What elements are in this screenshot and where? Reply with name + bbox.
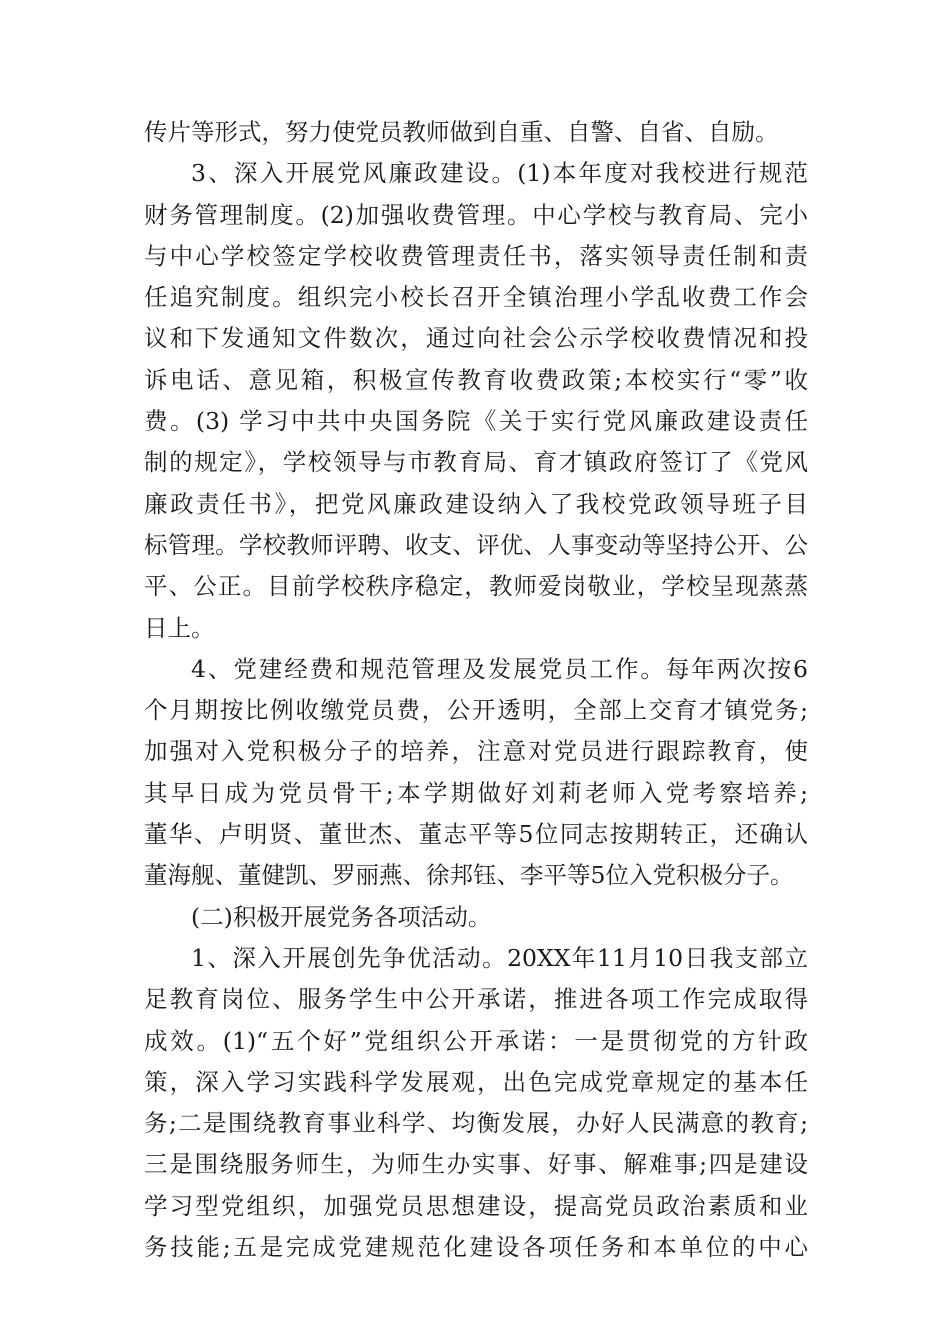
- text-line: 廉政责任书》，把党风廉政建设纳入了我校党政领导班子目: [144, 489, 808, 518]
- text-line: 标管理。学校教师评聘、收支、评优、人事变动等坚持公开、公: [144, 530, 808, 559]
- text-line: 个月期按比例收缴党员费，公开透明，全部上交育才镇党务;: [144, 696, 808, 725]
- text-line: 董华、卢明贤、董世杰、董志平等5位同志按期转正，还确认: [144, 820, 808, 849]
- text-line: 财务管理制度。(2)加强收费管理。中心学校与教育局、完小: [144, 200, 808, 229]
- text-line: 诉电话、意见箱，积极宣传教育收费政策;本校实行“零”收: [144, 365, 808, 394]
- text-line: 传片等形式，努力使党员教师做到自重、自警、自省、自励。: [144, 118, 779, 146]
- text-line: 加强对入党积极分子的培养，注意对党员进行跟踪教育，使: [144, 737, 808, 766]
- text-line: 与中心学校签定学校收费管理责任书，落实领导责任制和责: [144, 241, 808, 270]
- text-line: 务;二是围绕教育事业科学、均衡发展，办好人民满意的教育;: [144, 1109, 808, 1138]
- text-line: 其早日成为党员骨干;本学期做好刘莉老师入党考察培养;: [144, 778, 808, 807]
- text-line: 议和下发通知文件数次，通过向社会公示学校收费情况和投: [144, 324, 808, 353]
- text-line: 平、公正。目前学校秩序稳定，教师爱岗敬业，学校呈现蒸蒸: [144, 572, 808, 601]
- text-line: 学习型党组织，加强党员思想建设，提高党员政治素质和业: [144, 1191, 808, 1220]
- text-line: 务技能;五是完成党建规范化建设各项任务和本单位的中心: [144, 1233, 808, 1262]
- document-body: [144, 112, 808, 1268]
- text-line: 成效。(1)“五个好”党组织公开承诺：一是贯彻党的方针政: [144, 1026, 808, 1055]
- text-line: 三是围绕服务师生，为师生办实事、好事、解难事;四是建设: [144, 1150, 808, 1179]
- text-line: 1、深入开展创先争优活动。20XX年11月10日我支部立: [191, 943, 808, 972]
- text-line: 4、党建经费和规范管理及发展党员工作。每年两次按6: [191, 654, 808, 683]
- text-line: 费。(3) 学习中共中央国务院《关于实行党风廉政建设责任: [144, 407, 808, 436]
- text-line: 董海舰、董健凯、罗丽燕、徐邦钰、李平等5位入党积极分子。: [144, 861, 794, 890]
- section-heading: (二)积极开展党务各项活动。: [191, 902, 492, 931]
- text-line: 制的规定》，学校领导与市教育局、育才镇政府签订了《党风: [144, 448, 808, 477]
- text-line: 任追究制度。组织完小校长召开全镇治理小学乱收费工作会: [144, 283, 808, 312]
- text-line: 策，深入学习实践科学发展观，出色完成党章规定的基本任: [144, 1067, 808, 1096]
- text-line: 足教育岗位、服务学生中公开承诺，推进各项工作完成取得: [144, 985, 808, 1014]
- text-line: 日上。: [144, 613, 215, 642]
- text-line: 3、深入开展党风廉政建设。(1)本年度对我校进行规范: [191, 159, 808, 188]
